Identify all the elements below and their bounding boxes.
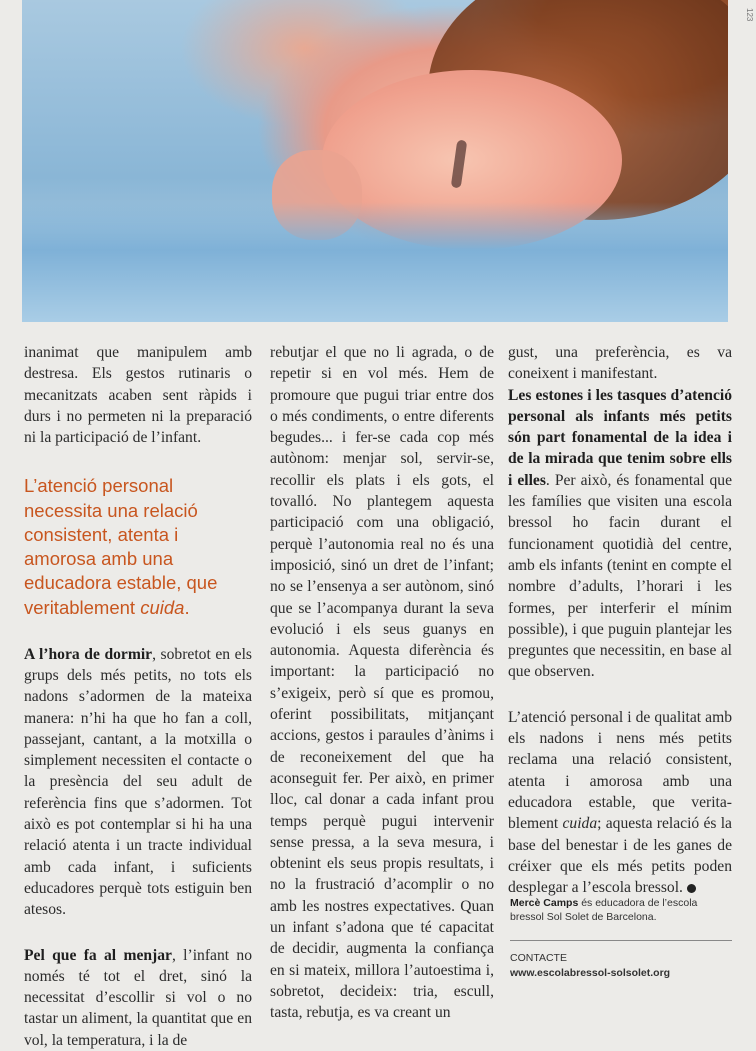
spacer [508, 683, 732, 707]
author-name: Mercè Camps [510, 897, 579, 909]
spacer [24, 921, 252, 945]
end-mark-icon [687, 884, 696, 893]
paragraph: inanimat que manipulem amb destresa. Els gestos rutinaris o mecanitzats acaben sent ràpids i durs i no permeten ni la preparació ni la participació de l’infant. [24, 344, 252, 447]
pull-quote-emphasis: cuida [140, 596, 185, 618]
lead-in: Pel que fa al menjar [24, 946, 172, 964]
lead-in: A l’hora de dormir [24, 645, 153, 663]
paragraph-eating [24, 945, 252, 1051]
pull-quote-text: L’atenció personal necessita una relació consistent, atenta i amorosa amb una educadora estable, que veritablement [24, 475, 218, 618]
column-1 [24, 342, 252, 1051]
paragraph-text: , sobretot en els grups dels més petits, no tots els nadons s’adormen de la mateixa manera: n’hi ha que ho fan a coll, passejant, cantant, a la motxilla o simplement necessiten el contacte o la presència del seu adult de referència fins que s’adormen. Tot això es pot contemplar si hi ha una relació atenta i un tracte individual amb cada infant, i suficients educadores perquè tots estiguin ben atesos. [24, 645, 252, 919]
lead-in: Les estones i les tasques d’atenció personal als infants més petits són part fonamental de la idea i de la mirada que tenim sobre ells i elles [508, 386, 732, 489]
pull-quote [24, 474, 252, 619]
column-2 [270, 342, 494, 1024]
paragraph-text: ; aquesta relació és la base del benestar i de les ganes de créixer que els més petits poden desplegar a l’escola bressol. [508, 815, 732, 897]
pull-quote-end: . [184, 596, 190, 618]
paragraph-sleep [24, 644, 252, 921]
paragraph: gust, una preferència, es va coneixent i manifestant. [508, 344, 732, 383]
contact-label: CONTACTE [510, 952, 567, 964]
page-number: 123 [745, 8, 754, 22]
paragraph-text: L’atenció personal i de qualitat amb els nadons i nens més petits reclama una relació consistent, atenta i amorosa amb una educadora estable, que veritablement [508, 708, 732, 833]
author-bio: és educadora de l’escola bressol Sol Solet de Barcelona. [510, 897, 698, 923]
sleeping-child-photo [22, 0, 728, 322]
paragraph-text: . Per això, és fonamental que les famílies que visiten una escola bressol ho facin durant el funcionament quotidià del centre, amb els infants (tenint en compte el nombre d’adults, l’horari i les formes, per interferir el mínim possible), i que puguin plantejar les preguntes que necessitin, en base al que observen. [508, 471, 732, 681]
paragraph-conclusion [508, 707, 732, 899]
paragraph: rebutjar el que no li agrada, o de repetir si en vol més. Hem de promoure que pugui triar entre dos o més condiments, o entre diferents begudes... i fer-se cada cop més autònom: menjar sol, servir-se, recollir els plats i els gots, el tovalló. No plantegem aquesta participació com una obligació, perquè l’autonomia real no és una imposició, sinó un dret de l’infant; no se l’ensenya a ser autònom, sinó que se l’acompanya durant la seva evolució i els seus guanys en autonomia. Aquesta diferència és important: la participació no s’exigeix, però sí que es promou, oferint possibilitats, mitjançant accions, gestos i paraules d’ànims i de reconeixement del que ha aconseguit fer. Per això, en primer lloc, cal donar a cada infant prou temps perquè pugui intervenir sense pressa, a la seva mesura, i obtenint els seus propis resultats, i no la frustració d’acomplir o no amb les nostres expectatives. Quan un infant s’adona que té capacitat de decidir, augmenta la confiança en si mateix, millora l’autoestima i, sobretot, decideix: tria, escull, tasta, rebutja, es va creant un [270, 344, 494, 1022]
column-3 [508, 342, 732, 898]
emphasis: cuida [562, 815, 598, 833]
contact-box [510, 951, 732, 980]
divider [510, 940, 732, 941]
author-note [510, 896, 732, 924]
paragraph-families [508, 385, 732, 683]
contact-url[interactable]: www.escolabressol-solsolet.org [510, 966, 671, 979]
paragraph-text: , l’infant no només té tot el dret, sinó la necessitat d’escollir si vol o no tastar un aliment, la quantitat que en vol, la temperatura, i la de [24, 946, 252, 1049]
photo-blanket [22, 202, 728, 322]
